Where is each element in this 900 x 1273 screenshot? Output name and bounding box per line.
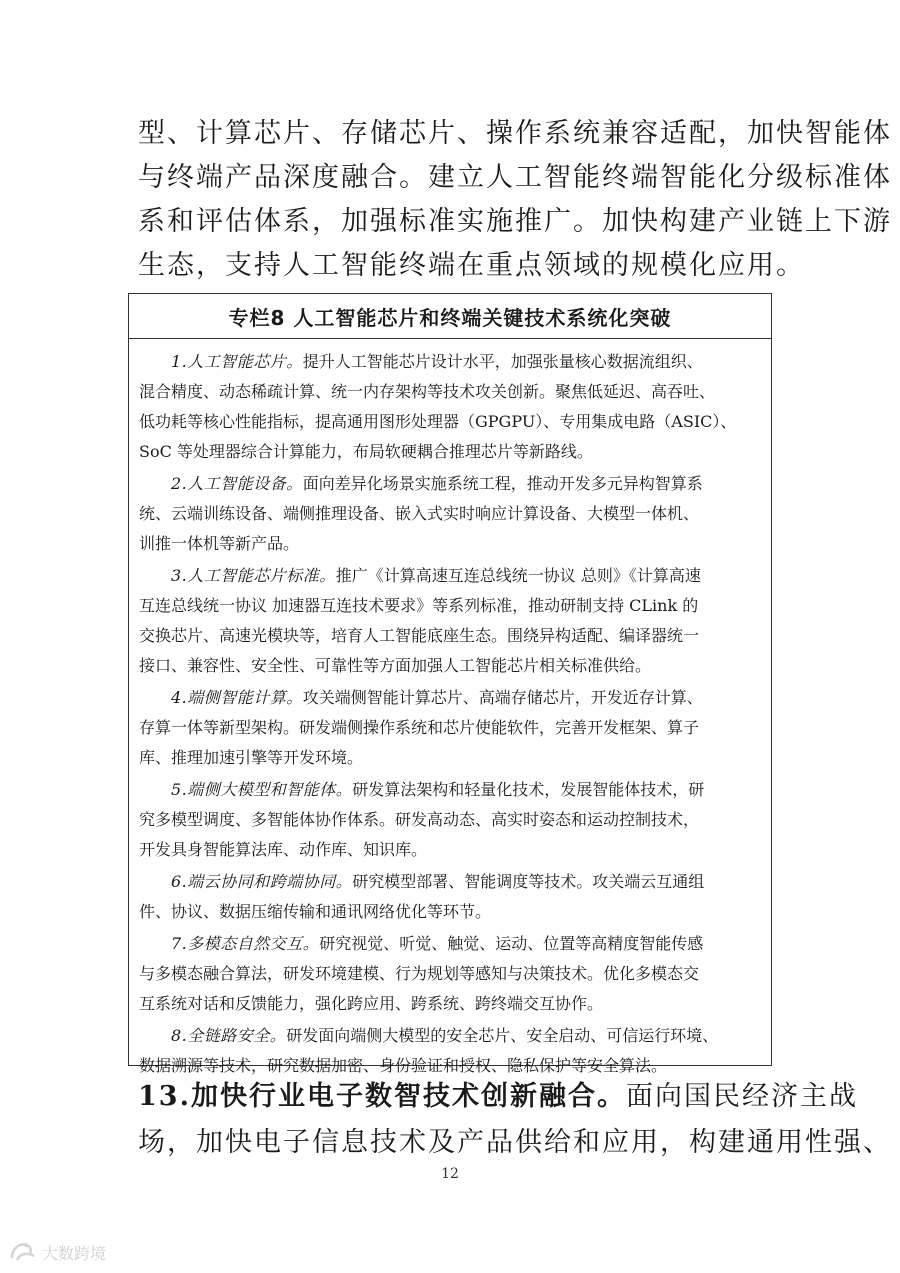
- box-item: [139, 929, 761, 1019]
- item-text: 与多模态融合算法，研发环境建模、行为规划等感知与决策技术。优化多模态交: [139, 964, 700, 983]
- item-text: 研发面向端侧大模型的安全芯片、安全启动、可信运行环境、: [286, 1026, 719, 1045]
- item-text: 开发具身智能算法库、动作库、知识库。: [139, 840, 428, 859]
- intro-line: 系和评估体系，加强标准实施推广。加快构建产业链上下游: [138, 206, 892, 237]
- item-text: 低功耗等核心性能指标，提高通用图形处理器（GPGPU）、专用集成电路（ASIC）、: [139, 412, 737, 431]
- item-heading: 8.全链路安全。: [171, 1026, 287, 1045]
- item-heading: 2.人工智能设备。: [171, 474, 303, 493]
- intro-line: 与终端产品深度融合。建立人工智能终端智能化分级标准体: [138, 162, 892, 193]
- watermark: [8, 1240, 106, 1264]
- box-item: [139, 683, 761, 773]
- item-heading: 3.人工智能芯片标准。: [171, 566, 336, 585]
- item-text: 面向差异化场景实施系统工程，推动开发多元异构智算系: [302, 474, 703, 493]
- item-text: 件、协议、数据压缩传输和通讯网络优化等环节。: [139, 902, 492, 921]
- item-text: 提升人工智能芯片设计水平，加强张量核心数据流组织、: [302, 352, 703, 371]
- intro-line: 型、计算芯片、存储芯片、操作系统兼容适配，加快智能体: [138, 118, 892, 149]
- intro-paragraph: [138, 112, 892, 288]
- box-item: [139, 347, 761, 467]
- box-item: [139, 1021, 761, 1081]
- item-text: 研发算法架构和轻量化技术，发展智能体技术，研: [352, 780, 705, 799]
- item-heading: 4.端侧智能计算。: [171, 688, 303, 707]
- page-number: 12: [441, 1166, 459, 1182]
- item-text: 攻关端侧智能计算芯片、高端存储芯片，开发近存计算、: [302, 688, 703, 707]
- item-text: 混合精度、动态稀疏计算、统一内存架构等技术攻关创新。聚焦低延迟、高吞吐、: [139, 382, 716, 401]
- box-item: [139, 469, 761, 559]
- brand-logo-icon: [8, 1240, 38, 1264]
- item-heading: 5.端侧大模型和智能体。: [171, 780, 353, 799]
- box-item: [139, 561, 761, 681]
- item-text: 统、云端训练设备、端侧推理设备、嵌入式实时响应计算设备、大模型一体机、: [139, 504, 700, 523]
- box-item: [139, 775, 761, 865]
- box-body: [129, 339, 771, 1081]
- section-text: 面向国民经济主战: [625, 1081, 858, 1112]
- item-text: SoC 等处理器综合计算能力，布局软硬耦合推理芯片等新路线。: [139, 442, 593, 461]
- watermark-text: 大数跨境: [42, 1243, 107, 1263]
- item-text: 接口、兼容性、安全性、可靠性等方面加强人工智能芯片相关标准供给。: [139, 656, 652, 675]
- item-heading: 7.多模态自然交互。: [171, 934, 320, 953]
- item-text: 数据溯源等技术，研究数据加密、身份验证和授权、隐私保护等安全算法。: [139, 1056, 668, 1075]
- item-text: 互连总线统一协议 加速器互连技术要求》等系列标准，推动研制支持 CLink 的: [139, 596, 699, 615]
- item-text: 库、推理加速引擎等开发环境。: [139, 748, 364, 767]
- item-text: 存算一体等新型架构。研发端侧操作系统和芯片使能软件，完善开发框架、算子: [139, 718, 700, 737]
- item-text: 交换芯片、高速光模块等，培育人工智能底座生态。围绕异构适配、编译器统一: [139, 626, 700, 645]
- section-text: 场，加快电子信息技术及产品供给和应用，构建通用性强、: [138, 1127, 892, 1158]
- box-item: [139, 867, 761, 927]
- item-heading: 1.人工智能芯片。: [171, 352, 303, 371]
- section-heading: 13.加快行业电子数智技术创新融合。: [138, 1081, 626, 1112]
- item-text: 研究模型部署、智能调度等技术。攻关端云互通组: [352, 872, 705, 891]
- item-text: 究多模型调度、多智能体协作体系。研发高动态、高实时姿态和运动控制技术，: [139, 810, 700, 829]
- item-text: 推广《计算高速互连总线统一协议 总则》《计算高速: [335, 566, 701, 585]
- item-text: 训推一体机等新产品。: [139, 534, 300, 553]
- item-text: 互系统对话和反馈能力，强化跨应用、跨系统、跨终端交互协作。: [139, 994, 604, 1013]
- item-text: 研究视觉、听觉、触觉、运动、位置等高精度智能传感: [319, 934, 704, 953]
- box-title: 专栏8 人工智能芯片和终端关键技术系统化突破: [129, 294, 771, 339]
- intro-line: 生态，支持人工智能终端在重点领域的规模化应用。: [138, 250, 805, 281]
- item-heading: 6.端云协同和跨端协同。: [171, 872, 353, 891]
- section-paragraph: [138, 1074, 892, 1166]
- feature-box: [128, 293, 772, 1075]
